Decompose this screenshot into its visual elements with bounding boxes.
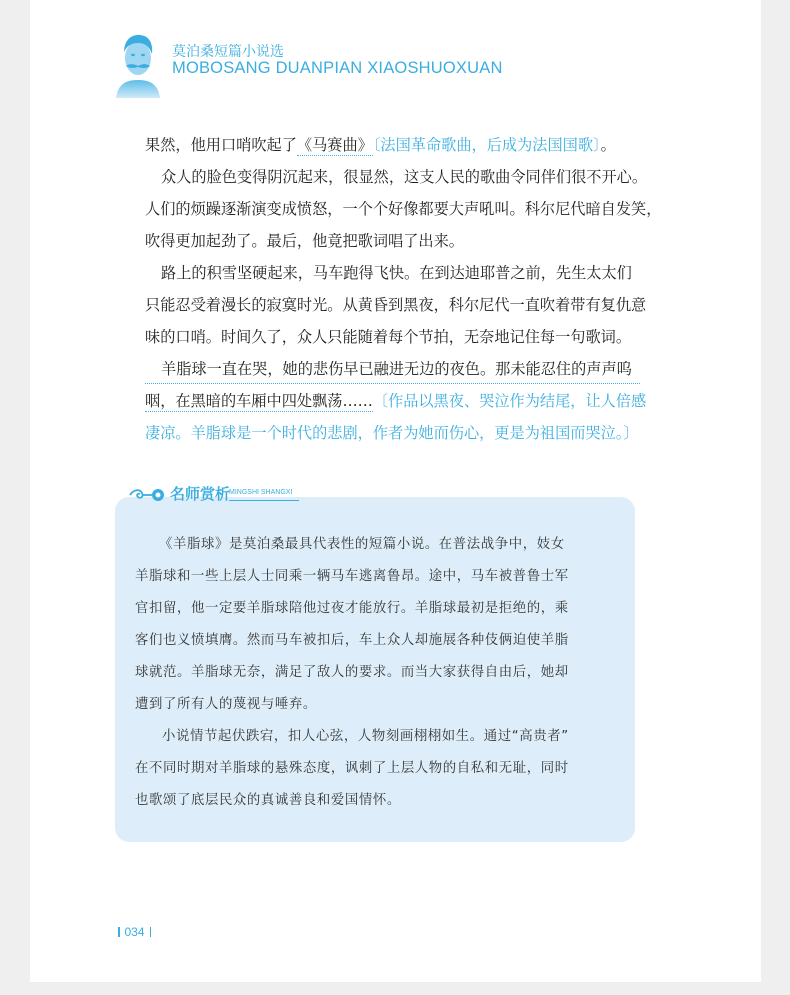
paragraph-4-line-3: 凄凉。羊脂球是一个时代的悲剧，作者为她而伤心，更是为祖国而哭泣。〕: [145, 424, 639, 442]
analysis-line: 也歌颂了底层民众的真诚善良和爱国情怀。: [135, 793, 401, 808]
analysis-line: 在不同时期对羊脂球的悬殊态度，讽刺了上层人物的自私和无耻，同时: [135, 761, 569, 776]
annotation-note: 〔法国革命歌曲，后成为法国国歌〕: [372, 136, 601, 154]
paragraph-1-line-1: [145, 131, 640, 159]
annotation-note: 〔作品以黑夜、哭泣作为结尾，让人倍感: [372, 392, 647, 410]
book-title-chinese: 莫泊桑短篇小说选: [172, 44, 284, 60]
analysis-line: 羊脂球和一些上层人士同乘一辆马车逃离鲁昂。途中，马车被普鲁士军: [135, 569, 569, 584]
page-number: [113, 925, 156, 939]
text-run: 。: [600, 136, 616, 154]
paragraph-2-line-3: 吹得更加起劲了。最后，他竟把歌词唱了出来。: [145, 232, 464, 250]
paragraph-2-line-2: 人们的烦躁逐渐演变成愤怒，一个个好像都要大声吼叫。科尔尼代暗自发笑，: [145, 200, 662, 218]
paragraph-4-line-1: 羊脂球一直在哭，她的悲伤早已融进无边的夜色。那未能忍住的声声呜: [145, 355, 640, 384]
analysis-line: 球就范。羊脂球无奈，满足了敌人的要求。而当大家获得自由后，她却: [135, 665, 569, 680]
paragraph-3-line-2: 只能忍受着漫长的寂寞时光。从黄昏到黑夜，科尔尼代一直吹着带有复仇意: [145, 296, 647, 314]
analysis-line: 小说情节起伏跌宕，扣人心弦，人物刻画栩栩如生。通过“高贵者”: [162, 729, 569, 744]
author-portrait: [112, 28, 164, 98]
analysis-line: 客们也义愤填膺。然而马车被扣后，车上众人却施展各种伎俩迫使羊脂: [135, 633, 569, 648]
section-title: 名师赏析: [170, 485, 231, 503]
section-subtitle: MINGSHI SHANGXI: [229, 489, 293, 496]
paragraph-4-line-2: [145, 387, 647, 415]
paragraph-3-line-3: 味的口哨。时间久了，众人只能随着每个节拍，无奈地记住每一句歌词。: [145, 328, 631, 346]
page-number-text: 034: [124, 925, 145, 939]
analysis-line: 遭到了所有人的蔑视与唾弃。: [135, 697, 317, 712]
book-title-pinyin: MOBOSANG DUANPIAN XIAOSHUOXUAN: [172, 59, 503, 77]
analysis-line: 《羊脂球》是莫泊桑最具代表性的短篇小说。在普法战争中，妓女: [159, 537, 565, 552]
paragraph-3-line-1: 路上的积雪坚硬起来，马车跑得飞快。在到达迪耶普之前，先生太太们: [161, 264, 632, 282]
page-number-bar: [150, 927, 152, 937]
annotated-term-marseillaise: 《马赛曲》: [296, 136, 373, 154]
section-rule: [229, 500, 299, 501]
page-number-bar: [118, 927, 120, 937]
underlined-text: 咽，在黑暗的车厢中四处飘荡……: [145, 392, 373, 410]
scroll-ornament-icon: [128, 487, 168, 503]
analysis-line: 官扣留，他一定要羊脂球陪他过夜才能放行。羊脂球最初是拒绝的，乘: [135, 601, 569, 616]
paragraph-2-line-1: 众人的脸色变得阴沉起来，很显然，这支人民的歌曲令同伴们很不开心。: [161, 168, 647, 186]
text-run: 果然，他用口哨吹起了: [145, 136, 297, 154]
